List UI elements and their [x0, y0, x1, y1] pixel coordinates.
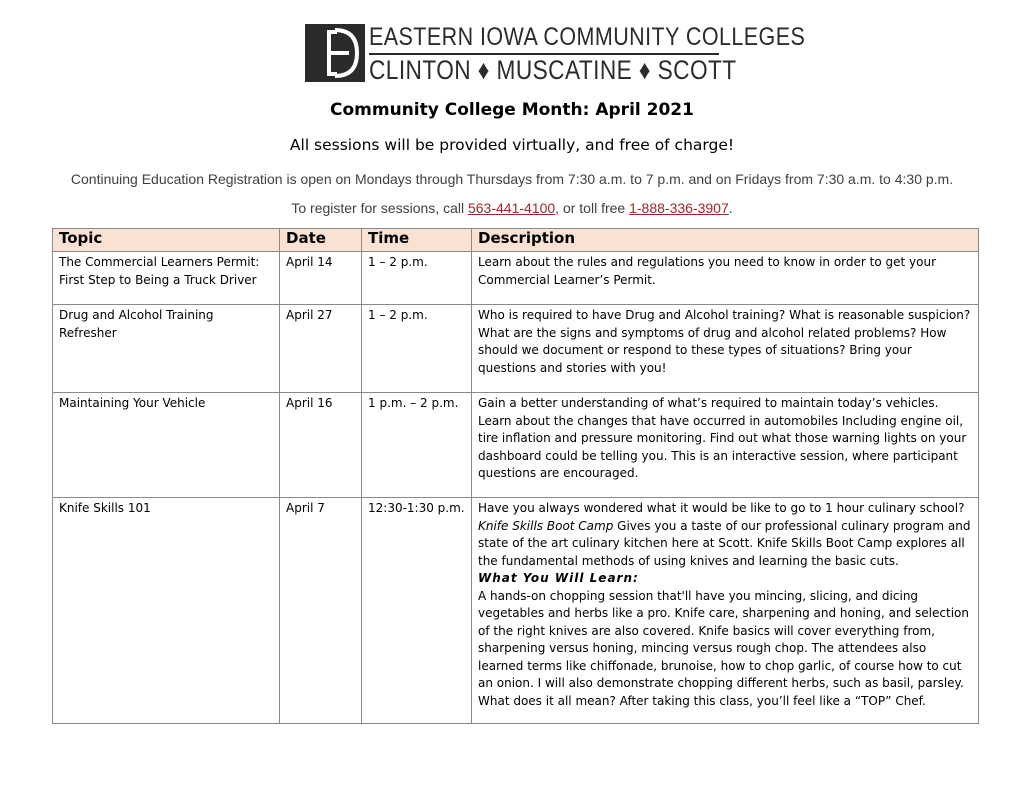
cell-date: April 7: [280, 498, 362, 724]
logo-text-line2: CLINTON ♦ MUSCATINE ♦ SCOTT: [369, 55, 737, 85]
register-prefix: To register for sessions, call: [291, 200, 468, 216]
cell-topic: Drug and Alcohol Training Refresher: [53, 305, 280, 393]
college-logo: [305, 22, 806, 85]
description-body: Gives you a taste of our professional culinary program and state of the art culinary kitchen here at Scott. Knife Skills Boot Camp explores all the fundamental methods of using knives and learning the basic cuts.: [478, 518, 971, 568]
register-suffix: .: [728, 200, 733, 216]
table-row: [53, 498, 979, 724]
logo-text-line1: EASTERN IOWA COMMUNITY COLLEGES: [369, 23, 806, 51]
phone-link-tollfree[interactable]: 1-888-336-3907: [629, 200, 729, 216]
cell-date: April 16: [280, 393, 362, 498]
table-row: [53, 393, 979, 498]
column-header-description: Description: [472, 229, 979, 252]
cell-description: [472, 498, 979, 724]
column-header-time: Time: [362, 229, 472, 252]
cell-time: 1 p.m. – 2 p.m.: [362, 393, 472, 498]
cell-topic: Maintaining Your Vehicle: [53, 393, 280, 498]
cell-time: 1 – 2 p.m.: [362, 252, 472, 305]
cell-description: Gain a better understanding of what’s required to maintain today’s vehicles. Learn about the changes that have occurred in automobiles Including engine oil, tire inflation and pressure monitoring. Find out what those warning lights on your dashboard could be telling you. This is an interactive session, where participant questions are encouraged.: [472, 393, 979, 498]
cell-time: 1 – 2 p.m.: [362, 305, 472, 393]
cell-topic: Knife Skills 101: [53, 498, 280, 724]
table-header-row: [53, 229, 979, 252]
register-middle: , or toll free: [555, 200, 630, 216]
description-italic: Knife Skills Boot Camp: [478, 518, 614, 533]
column-header-topic: Topic: [53, 229, 280, 252]
column-header-date: Date: [280, 229, 362, 252]
page-subtitle: All sessions will be provided virtually, and free of charge!: [289, 136, 735, 154]
table-row: [53, 252, 979, 305]
sessions-table: [52, 228, 979, 724]
table-row: [53, 305, 979, 393]
description-intro: Have you always wondered what it would be like to go to 1 hour culinary school?: [478, 501, 965, 515]
phone-link-local[interactable]: 563-441-4100: [467, 200, 556, 216]
description-paragraph: [478, 519, 970, 568]
cell-topic: The Commercial Learners Permit: First Step to Being a Truck Driver: [53, 252, 280, 305]
description-heading: What You Will Learn:: [478, 571, 639, 585]
logo-mark-icon: [305, 24, 365, 82]
cell-description: Learn about the rules and regulations you need to know in order to get your Commercial Learner’s Permit.: [472, 252, 979, 305]
page-title: Community College Month: April 2021: [330, 100, 694, 120]
cell-date: April 27: [280, 305, 362, 393]
cell-time: 12:30-1:30 p.m.: [362, 498, 472, 724]
cell-date: April 14: [280, 252, 362, 305]
registration-hours: Continuing Education Registration is open on Mondays through Thursdays from 7:30 a.m. to 7 p.m. and on Fridays from 7:30 a.m. to 4:30 p.m.: [70, 171, 954, 187]
description-rest: A hands-on chopping session that'll have you mincing, slicing, and dicing vegetables and herbs like a pro. Knife care, sharpening and honing, and selection of the right knives are also covered. Knife basics will cover everything from, sharpening versus honing, mincing versus rough chop. The attendees also learned terms like chiffonade, brunoise, how to chop garlic, of course how to cut an onion. I will also demonstrate chopping different herbs, such as basil, parsley. What does it all mean? After taking this class, you’ll feel like a “TOP” Chef.: [478, 588, 969, 708]
registration-contact: [0, 200, 1024, 216]
cell-description: Who is required to have Drug and Alcohol training? What is reasonable suspicion? What are the signs and symptoms of drug and alcohol related problems? How should we document or respond to these types of situations? Bring your questions and stories with you!: [472, 305, 979, 393]
